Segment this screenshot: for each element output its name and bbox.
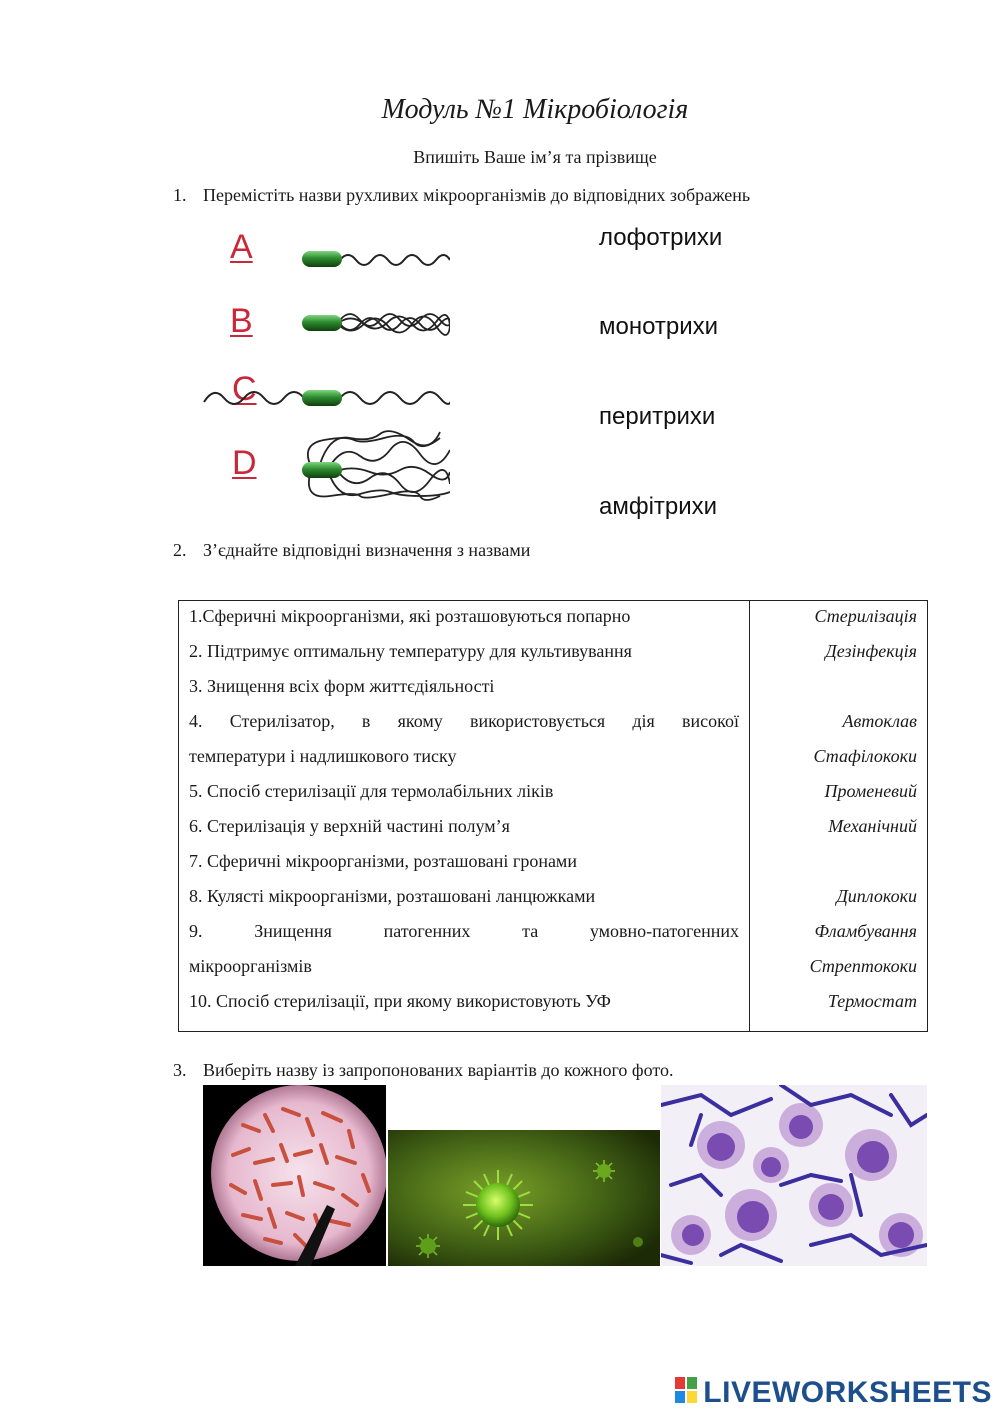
name-6[interactable]: Механічний (828, 816, 917, 836)
liveworksheets-brand (675, 1376, 992, 1411)
photo-microscope-rods (203, 1085, 386, 1266)
question-1-number: 1. (173, 185, 187, 205)
names-column (750, 601, 928, 1032)
definitions-column (179, 601, 750, 1032)
name-10[interactable]: Термостат (827, 991, 917, 1011)
name-5[interactable]: Променевий (824, 781, 917, 801)
definition-3: 3. Знищення всіх форм життєдіяльності (189, 676, 495, 696)
letter-c: C (232, 370, 257, 408)
question-3-number: 3. (173, 1060, 187, 1080)
question-2-text: З’єднайте відповідні визначення з назвами (203, 540, 531, 560)
definition-4-line-1: 4. Стерилізатор, в якому використовується дія високої (189, 711, 739, 731)
letter-a: A (230, 228, 253, 266)
bacterium-a (302, 251, 450, 267)
question-1-text: Перемістіть назви рухливих мікроорганізмів до відповідних зображень (203, 185, 751, 205)
name-blank-2 (750, 846, 917, 881)
name-9[interactable]: Стрептококи (809, 956, 917, 976)
definition-10: 10. Спосіб стерилізації, при якому використовують УФ (189, 991, 611, 1011)
name-3[interactable]: Автоклав (842, 711, 917, 731)
bacterium-b (302, 314, 450, 335)
matching-table (178, 600, 928, 1032)
photo-green-virus (388, 1130, 660, 1266)
page-title: Модуль №1 Мікробіологія (381, 94, 689, 125)
bacterium-c (204, 390, 450, 406)
term-4[interactable]: амфітрихи (599, 493, 718, 520)
flagella-illustration (200, 224, 450, 504)
definition-9-line-2: мікроорганізмів (189, 956, 312, 976)
name-7[interactable]: Диплококи (836, 886, 917, 906)
definition-4-line-2: температури і надлишкового тиску (189, 746, 457, 766)
name-blank-1 (750, 671, 917, 706)
term-2[interactable]: монотрихи (599, 313, 719, 340)
definition-9-line-1: 9. Знищення патогенних та умовно-патогенних (189, 921, 739, 941)
definition-8: 8. Кулясті мікроорганізми, розташовані ланцюжками (189, 886, 596, 906)
term-3[interactable]: перитрихи (599, 403, 716, 430)
page-subtitle: Впишіть Ваше ім’я та прізвище (413, 147, 657, 167)
name-8[interactable]: Фламбування (814, 921, 917, 941)
brand-text: LIVEWORKSHEETS (703, 1376, 992, 1409)
question-3 (173, 1060, 673, 1081)
question-1 (173, 185, 750, 206)
name-2[interactable]: Дезінфекція (825, 641, 917, 661)
letter-b: B (230, 302, 253, 340)
photo-stained-cells (661, 1085, 927, 1266)
definition-7: 7. Сферичні мікроорганізми, розташовані гронами (189, 851, 577, 871)
bacteria-drawings (200, 224, 450, 504)
question-2-number: 2. (173, 540, 187, 560)
term-1[interactable]: лофотрихи (599, 224, 723, 251)
liveworksheets-logo-icon (675, 1377, 697, 1411)
question-3-text: Виберіть назву із запропонованих варіантів до кожного фото. (203, 1060, 674, 1080)
definition-6: 6. Стерилізація у верхній частині полум’я (189, 816, 510, 836)
bacterium-d (302, 431, 450, 500)
letter-d: D (232, 444, 257, 482)
name-4[interactable]: Стафілококи (813, 746, 917, 766)
definition-1: 1.Сферичні мікроорганізми, які розташовуються попарно (189, 606, 631, 626)
question-2 (173, 540, 530, 561)
definition-2: 2. Підтримує оптимальну температуру для культивування (189, 641, 632, 661)
definition-5: 5. Спосіб стерилізації для термолабільних ліків (189, 781, 554, 801)
name-1[interactable]: Стерилізація (814, 606, 917, 626)
